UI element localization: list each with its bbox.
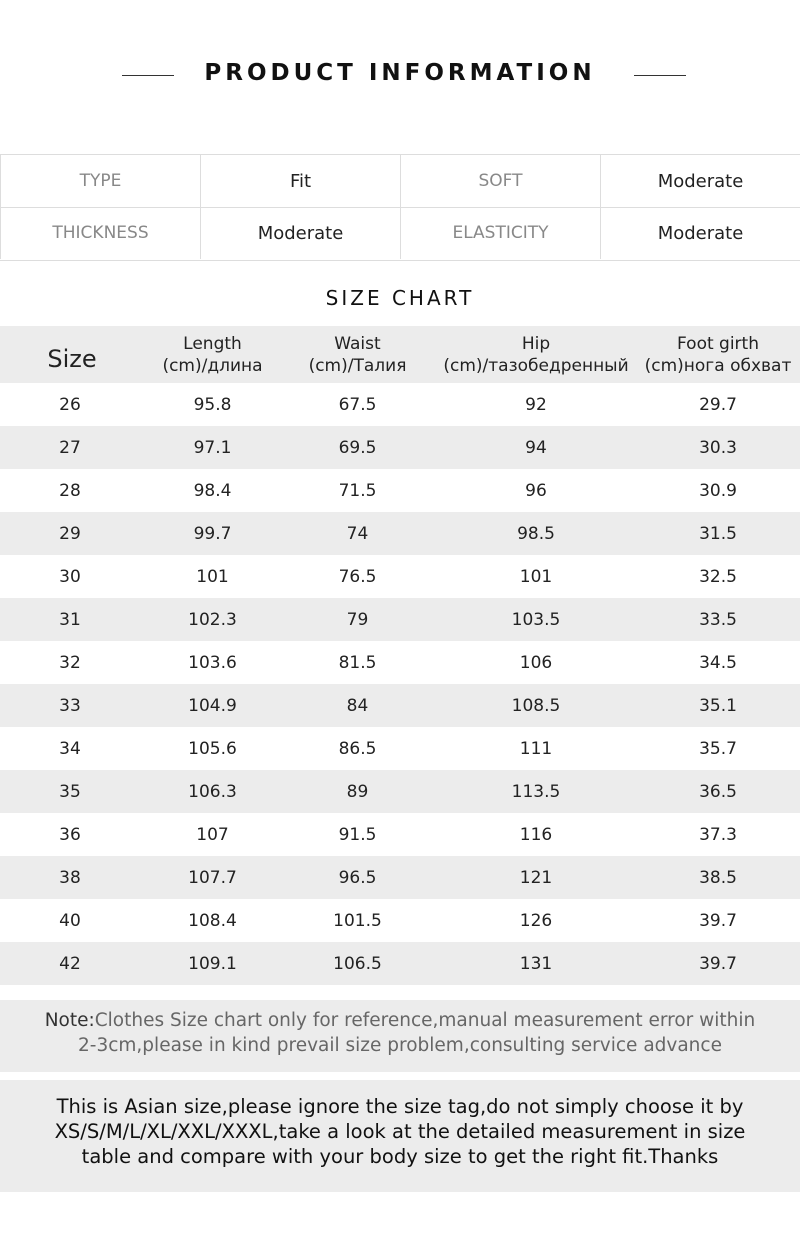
- size-chart-title: SIZE CHART: [325, 286, 475, 310]
- header-length-unit: (cm)/длина: [162, 355, 263, 376]
- header-waist-name: Waist: [334, 333, 381, 354]
- attribute-value-thickness: Moderate: [201, 207, 401, 259]
- attribute-label-soft: SOFT: [401, 155, 601, 207]
- attribute-value-type: Fit: [201, 155, 401, 207]
- header-foot-name: Foot girth: [677, 333, 759, 354]
- cell-length: 102.3: [188, 609, 237, 630]
- cell-foot-girth: 30.3: [699, 437, 737, 458]
- header-hip-unit: (cm)/тазобедренный: [443, 355, 629, 376]
- cell-waist: 91.5: [338, 824, 377, 845]
- cell-hip: 96: [525, 480, 547, 501]
- cell-waist: 76.5: [338, 566, 377, 587]
- cell-hip: 101: [519, 566, 553, 587]
- cell-waist: 79: [346, 609, 369, 630]
- cell-length: 101: [196, 566, 229, 587]
- size-chart-table: [0, 326, 800, 985]
- cell-waist: 96.5: [338, 867, 377, 888]
- cell-foot-girth: 29.7: [699, 394, 737, 415]
- cell-waist: 71.5: [338, 480, 377, 501]
- table-row: [0, 555, 800, 598]
- cell-size: 35: [59, 781, 81, 802]
- cell-waist: 84: [346, 695, 369, 716]
- cell-size: 42: [59, 953, 81, 974]
- cell-foot-girth: 32.5: [699, 566, 737, 587]
- table-row: [0, 899, 800, 942]
- cell-foot-girth: 31.5: [699, 523, 737, 544]
- cell-length: 95.8: [193, 394, 232, 415]
- cell-hip: 106: [519, 652, 553, 673]
- cell-length: 106.3: [188, 781, 237, 802]
- table-row: [0, 598, 800, 641]
- attribute-value-soft: Moderate: [657, 170, 744, 192]
- header-length-name: Length: [183, 333, 242, 354]
- cell-hip: 92: [525, 394, 547, 415]
- attribute-row: [0, 155, 800, 208]
- cell-hip: 108.5: [511, 695, 561, 716]
- cell-size: 34: [59, 738, 81, 759]
- cell-foot-girth: 39.7: [699, 953, 737, 974]
- header-hip: [435, 326, 637, 383]
- header-size: Size: [47, 344, 97, 373]
- cell-foot-girth: 30.9: [699, 480, 737, 501]
- cell-foot-girth: 37.3: [699, 824, 737, 845]
- header-foot-girth: [636, 326, 800, 383]
- cell-foot-girth: 35.1: [699, 695, 737, 716]
- cell-waist: 86.5: [338, 738, 377, 759]
- attribute-label-elasticity: ELASTICITY: [401, 207, 601, 259]
- cell-size: 38: [59, 867, 81, 888]
- cell-length: 107: [196, 824, 229, 845]
- note-line-1: [0, 1008, 800, 1033]
- cell-hip: 111: [519, 738, 553, 759]
- cell-size: 40: [59, 910, 81, 931]
- cell-foot-girth: 38.5: [699, 867, 737, 888]
- cell-length: 98.4: [193, 480, 232, 501]
- table-row: [0, 512, 800, 555]
- cell-hip: 131: [519, 953, 553, 974]
- note-text-1: Clothes Size chart only for reference,manual measurement error within: [94, 1010, 756, 1031]
- cell-foot-girth: 33.5: [699, 609, 737, 630]
- table-row: [0, 469, 800, 512]
- cell-foot-girth: 34.5: [699, 652, 737, 673]
- attribute-row: [0, 207, 800, 259]
- cell-waist: 74: [346, 523, 369, 544]
- table-row: [0, 684, 800, 727]
- cell-waist: 101.5: [333, 910, 382, 931]
- asian-size-notice: [0, 1080, 800, 1192]
- header-waist: [280, 326, 435, 383]
- cell-waist: 69.5: [338, 437, 377, 458]
- cell-waist: 81.5: [338, 652, 377, 673]
- product-attributes-table: [0, 154, 800, 261]
- header-foot-unit: (cm)нога обхват: [644, 355, 792, 376]
- table-row: [0, 383, 800, 426]
- cell-waist: 89: [346, 781, 369, 802]
- cell-hip: 94: [525, 437, 547, 458]
- table-row: [0, 641, 800, 684]
- cell-size: 29: [59, 523, 81, 544]
- page-title: PRODUCT INFORMATION: [204, 60, 596, 86]
- attribute-label-type: TYPE: [0, 155, 201, 207]
- cell-hip: 121: [519, 867, 553, 888]
- product-info-header: [0, 58, 800, 94]
- cell-length: 99.7: [193, 523, 232, 544]
- table-row: [0, 942, 800, 985]
- cell-foot-girth: 39.7: [699, 910, 737, 931]
- table-row: [0, 426, 800, 469]
- cell-length: 108.4: [188, 910, 237, 931]
- cell-hip: 103.5: [511, 609, 561, 630]
- asian-notice-line-1: This is Asian size,please ignore the size tag,do not simply choose it by: [56, 1095, 744, 1118]
- cell-size: 27: [59, 437, 81, 458]
- cell-waist: 106.5: [333, 953, 382, 974]
- asian-notice-line-2: XS/S/M/L/XL/XXL/XXXL,take a look at the detailed measurement in size: [54, 1120, 746, 1143]
- cell-length: 109.1: [188, 953, 237, 974]
- cell-waist: 67.5: [338, 394, 377, 415]
- cell-length: 105.6: [188, 738, 237, 759]
- cell-hip: 116: [519, 824, 553, 845]
- cell-foot-girth: 35.7: [699, 738, 737, 759]
- table-row: [0, 770, 800, 813]
- cell-hip: 113.5: [511, 781, 561, 802]
- attribute-label-thickness: THICKNESS: [0, 207, 201, 259]
- cell-size: 30: [59, 566, 81, 587]
- table-row: [0, 856, 800, 899]
- asian-notice-line-3: table and compare with your body size to get the right fit.Thanks: [81, 1145, 719, 1168]
- cell-size: 31: [59, 609, 81, 630]
- header-length: [130, 326, 295, 383]
- cell-length: 104.9: [188, 695, 237, 716]
- cell-foot-girth: 36.5: [699, 781, 737, 802]
- cell-length: 97.1: [193, 437, 232, 458]
- note-box: [0, 1000, 800, 1072]
- size-chart-header-row: [0, 326, 800, 383]
- title-divider-right: [634, 75, 686, 76]
- attribute-value-elasticity: Moderate: [657, 222, 744, 244]
- cell-size: 36: [59, 824, 81, 845]
- cell-size: 26: [59, 394, 81, 415]
- header-hip-name: Hip: [521, 333, 551, 354]
- table-row: [0, 727, 800, 770]
- table-row: [0, 813, 800, 856]
- cell-length: 107.7: [188, 867, 237, 888]
- note-prefix: Note:: [44, 1010, 95, 1031]
- cell-length: 103.6: [188, 652, 237, 673]
- cell-size: 33: [59, 695, 81, 716]
- cell-size: 32: [59, 652, 81, 673]
- cell-size: 28: [59, 480, 81, 501]
- note-line-2: 2-3cm,please in kind prevail size problem,consulting service advance: [78, 1035, 722, 1056]
- cell-hip: 126: [519, 910, 553, 931]
- header-waist-unit: (cm)/Талия: [308, 355, 407, 376]
- cell-hip: 98.5: [517, 523, 555, 544]
